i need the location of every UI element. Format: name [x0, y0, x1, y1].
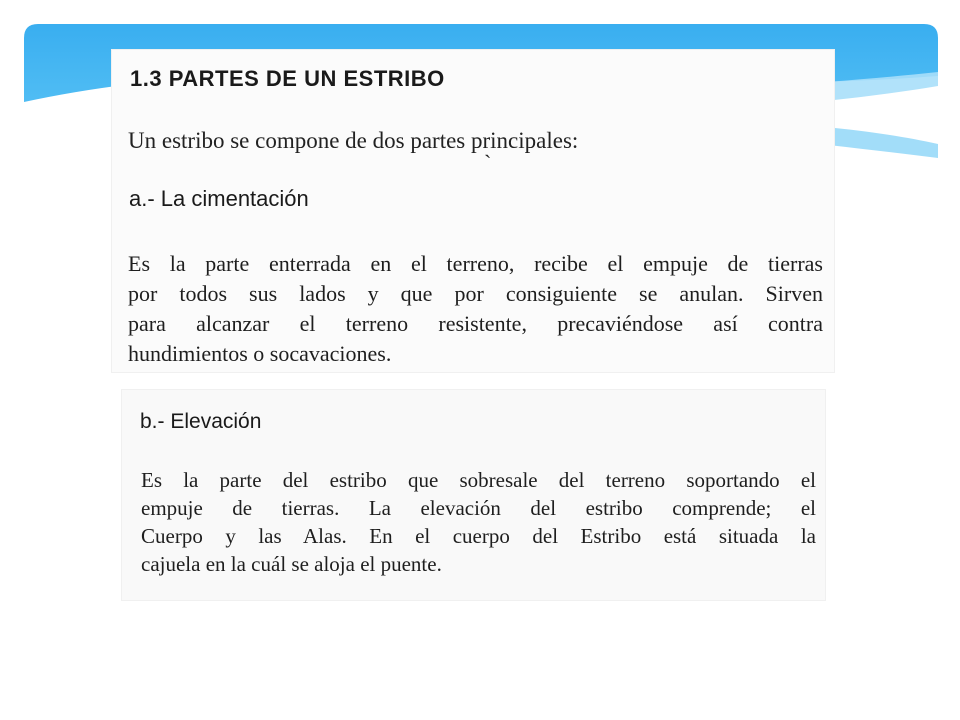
subheading-elevacion: b.- Elevación	[140, 410, 262, 433]
paragraph-cimentacion	[128, 249, 823, 369]
subheading-cimentacion: a.- La cimentación	[129, 186, 309, 211]
paragraph-line: Cuerpo y las Alas. En el cuerpo del Estribo está situada la	[141, 524, 816, 548]
scanned-text-block-a	[112, 50, 834, 372]
scanned-text-block-b	[122, 390, 825, 600]
paragraph-line: Es la parte enterrada en el terreno, recibe el empuje de tierras	[128, 251, 823, 276]
paragraph-line: por todos sus lados y que por consiguiente se anulan. Sirven	[128, 281, 823, 306]
paragraph-elevacion	[141, 466, 816, 578]
paragraph-line: cajuela en la cuál se aloja el puente.	[141, 552, 442, 576]
intro-sentence: Un estribo se compone de dos partes principales:	[128, 128, 579, 153]
paragraph-line: para alcanzar el terreno resistente, precaviéndose así contra	[128, 311, 823, 336]
paragraph-line: hundimientos o socavaciones.	[128, 341, 392, 366]
section-heading: 1.3 PARTES DE UN ESTRIBO	[130, 66, 445, 91]
paragraph-line: Es la parte del estribo que sobresale del terreno soportando el	[141, 468, 816, 492]
stray-mark: `	[484, 150, 492, 175]
paragraph-line: empuje de tierras. La elevación del estribo comprende; el	[141, 496, 816, 520]
